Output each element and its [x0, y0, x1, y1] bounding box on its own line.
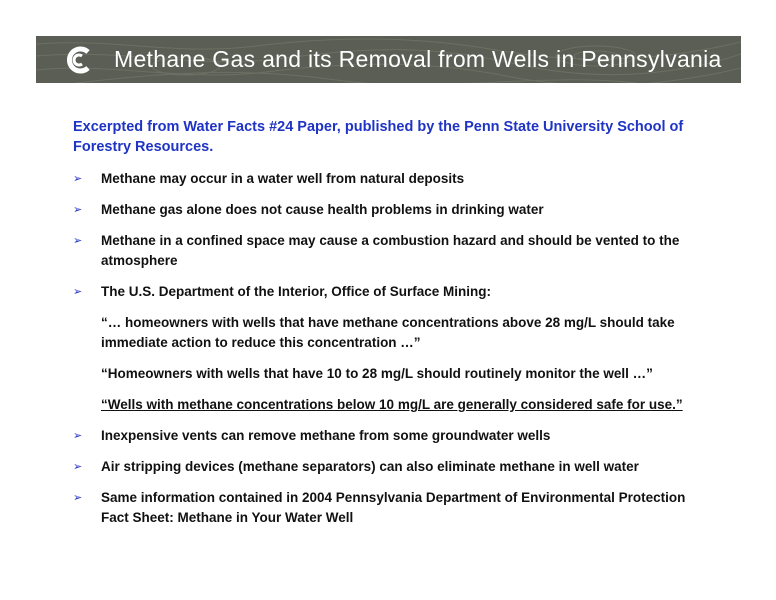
- bullet-item: [73, 231, 713, 271]
- intro-text: Excerpted from Water Facts #24 Paper, published by the Penn State University School of Forestry Resources.: [73, 119, 684, 155]
- bullet-text: Same information contained in 2004 Pennsylvania Department of Environmental Protection Fact Sheet: Methane in Your Water Well: [101, 490, 686, 525]
- arrow-bullet-icon: ➢: [73, 172, 83, 185]
- quote-text: “Homeowners with wells that have 10 to 28 mg/L should routinely monitor the well …”: [101, 366, 653, 381]
- bullet-item: [73, 282, 713, 302]
- bullet-text: Air stripping devices (methane separators) can also eliminate methane in well water: [101, 459, 639, 474]
- arrow-bullet-icon: ➢: [73, 234, 83, 247]
- bullet-text: Methane may occur in a water well from natural deposits: [101, 171, 465, 186]
- bullet-text: Methane gas alone does not cause health problems in drinking water: [101, 202, 544, 217]
- arrow-bullet-icon: ➢: [73, 460, 83, 473]
- bullet-item: [73, 200, 713, 220]
- bullet-item: [73, 169, 713, 189]
- quote-text: “… homeowners with wells that have methane concentrations above 28 mg/L should take immediate action to reduce this concentration …”: [101, 315, 675, 350]
- bullet-item: [73, 457, 713, 477]
- bullet-text: The U.S. Department of the Interior, Office of Surface Mining:: [101, 284, 492, 299]
- title-banner: [36, 36, 741, 83]
- arrow-bullet-icon: ➢: [73, 429, 83, 442]
- page-title: Methane Gas and its Removal from Wells in Pennsylvania: [114, 46, 722, 72]
- c-logo-icon: [64, 45, 94, 75]
- arrow-bullet-icon: ➢: [73, 285, 83, 298]
- bullet-text: Methane in a confined space may cause a combustion hazard and should be vented to the atmosphere: [101, 233, 680, 268]
- quote-text-underlined: “Wells with methane concentrations below 10 mg/L are generally considered safe for use.”: [101, 397, 683, 412]
- arrow-bullet-icon: ➢: [73, 491, 83, 504]
- bullet-text: Inexpensive vents can remove methane from some groundwater wells: [101, 428, 551, 443]
- slide-body: [73, 117, 713, 539]
- bullet-item: [73, 426, 713, 446]
- bullet-item: [73, 488, 713, 528]
- arrow-bullet-icon: ➢: [73, 203, 83, 216]
